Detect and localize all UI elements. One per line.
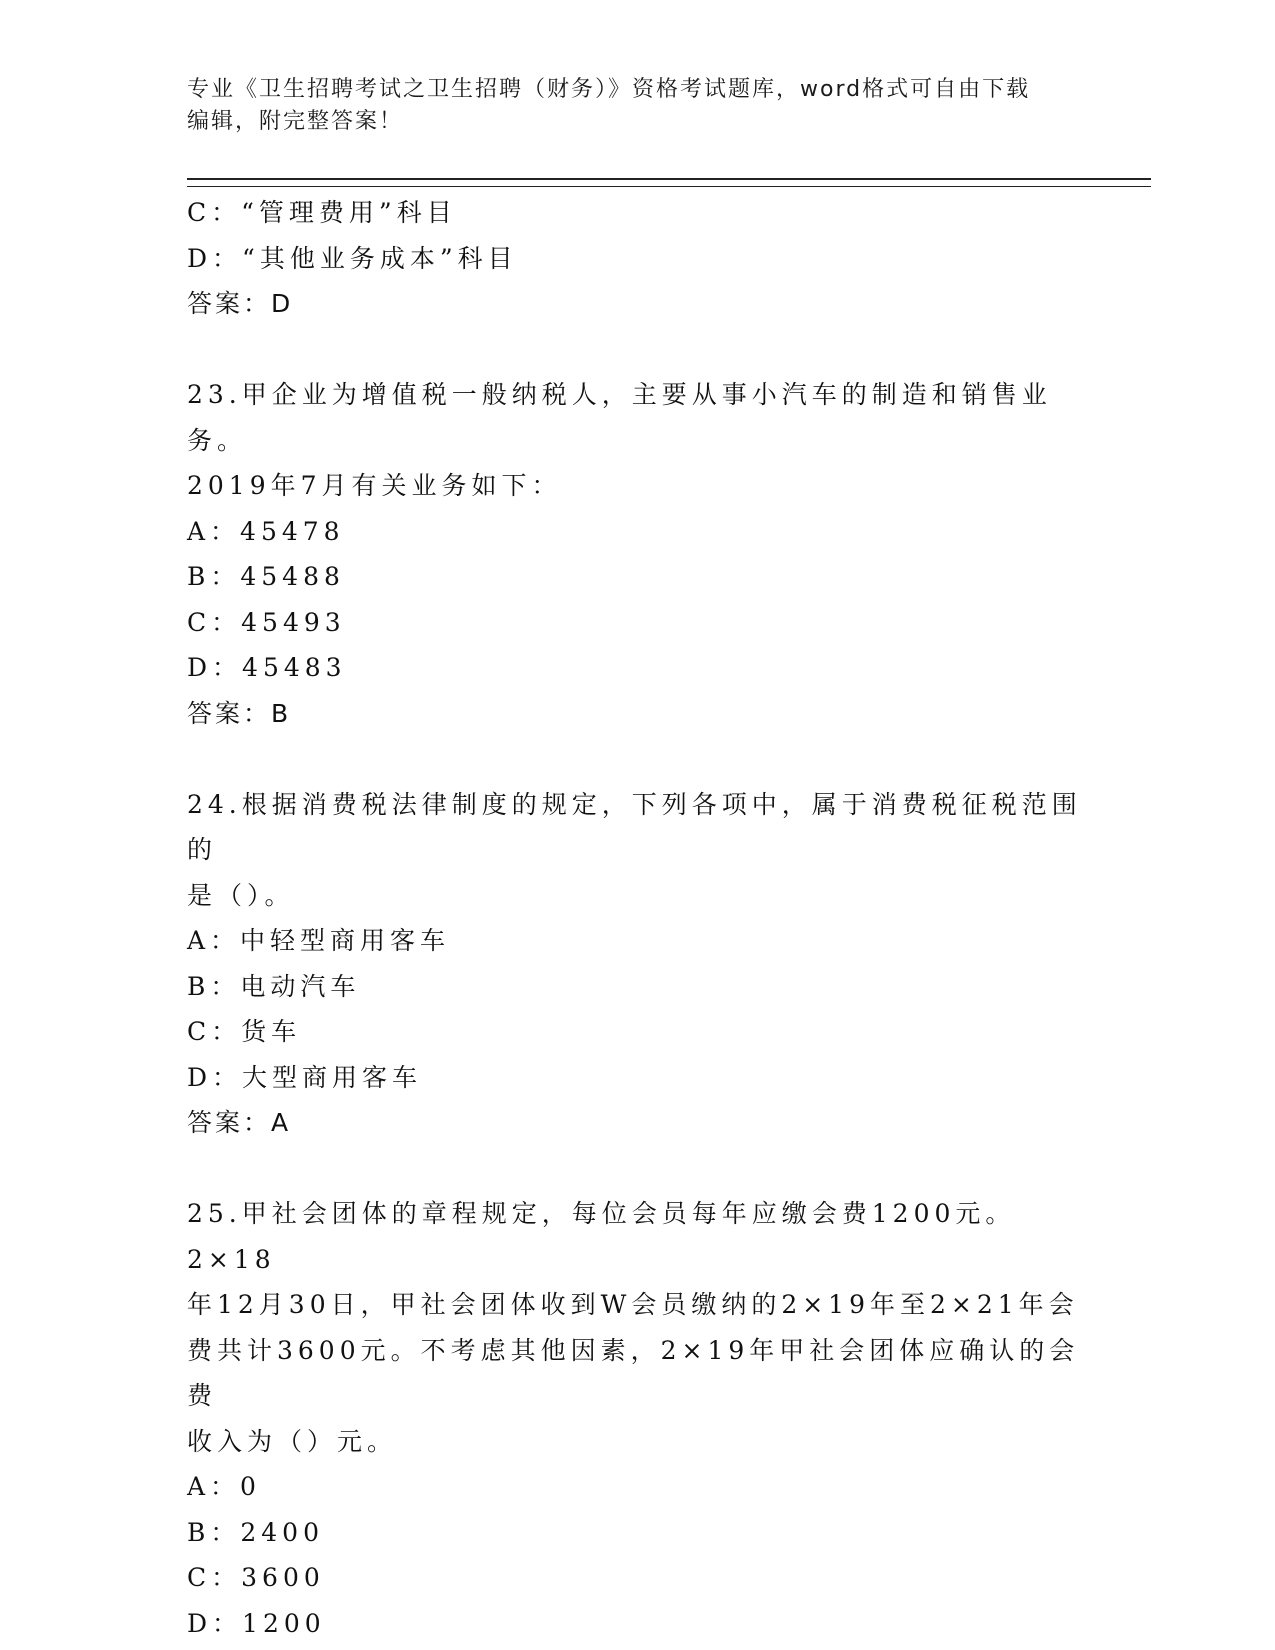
option-c: C：“管理费用”科目: [187, 198, 457, 227]
question-stem-line: 收入为（）元。: [187, 1426, 398, 1456]
option-c: C：货车: [187, 1017, 302, 1046]
option-c: C：45493: [187, 607, 346, 637]
question-stem-line: 年12月30日，甲社会团体收到W会员缴纳的2×19年至2×21年会: [187, 1290, 1079, 1319]
option-b: B：电动汽车: [187, 971, 361, 1001]
question-stem-line: 是（）。: [187, 880, 295, 910]
header-title-line-1: 专业《卫生招聘考试之卫生招聘（财务）》资格考试题库，word格式可自由下载: [187, 77, 1031, 102]
question-stem-line: 2019年7月有关业务如下：: [187, 471, 562, 500]
header-title-line-2: 编辑，附完整答案！: [187, 109, 404, 134]
option-b: B：45488: [187, 562, 345, 591]
answer-line: 答案：D: [187, 289, 294, 318]
answer-line: 答案：B: [187, 698, 292, 728]
question-24: [187, 782, 1087, 1146]
spacer: [187, 736, 1087, 782]
question-25: [187, 1191, 1087, 1646]
question-stem-line: 23.甲企业为增值税一般纳税人，主要从事小汽车的制造和销售业务。: [187, 380, 1052, 455]
option-b: B：2400: [187, 1517, 324, 1547]
question-content: [187, 190, 1087, 1646]
option-c: C：3600: [187, 1563, 325, 1592]
option-d: D：45483: [187, 653, 347, 682]
spacer: [187, 1146, 1087, 1192]
question-23: [187, 372, 1087, 736]
answer-line: 答案：A: [187, 1108, 292, 1137]
question-stem-line: 24.根据消费税法律制度的规定，下列各项中，属于消费税征税范围的: [187, 789, 1082, 864]
option-d: D：大型商用客车: [187, 1062, 423, 1092]
option-d: D：1200: [187, 1608, 326, 1638]
header-divider: [187, 178, 1151, 187]
question-stem-line: 25.甲社会团体的章程规定，每位会员每年应缴会费1200元。2×18: [187, 1199, 1016, 1274]
option-a: A：0: [187, 1472, 261, 1501]
option-a: A：中轻型商用客车: [187, 926, 451, 955]
question-stem-line: 费共计3600元。不考虑其他因素，2×19年甲社会团体应确认的会费: [187, 1335, 1080, 1410]
option-a: A：45478: [187, 516, 345, 546]
document-header: [187, 74, 1067, 138]
option-d: D：“其他业务成本”科目: [187, 243, 518, 273]
spacer: [187, 327, 1087, 373]
question-22-continuation: [187, 190, 1087, 327]
